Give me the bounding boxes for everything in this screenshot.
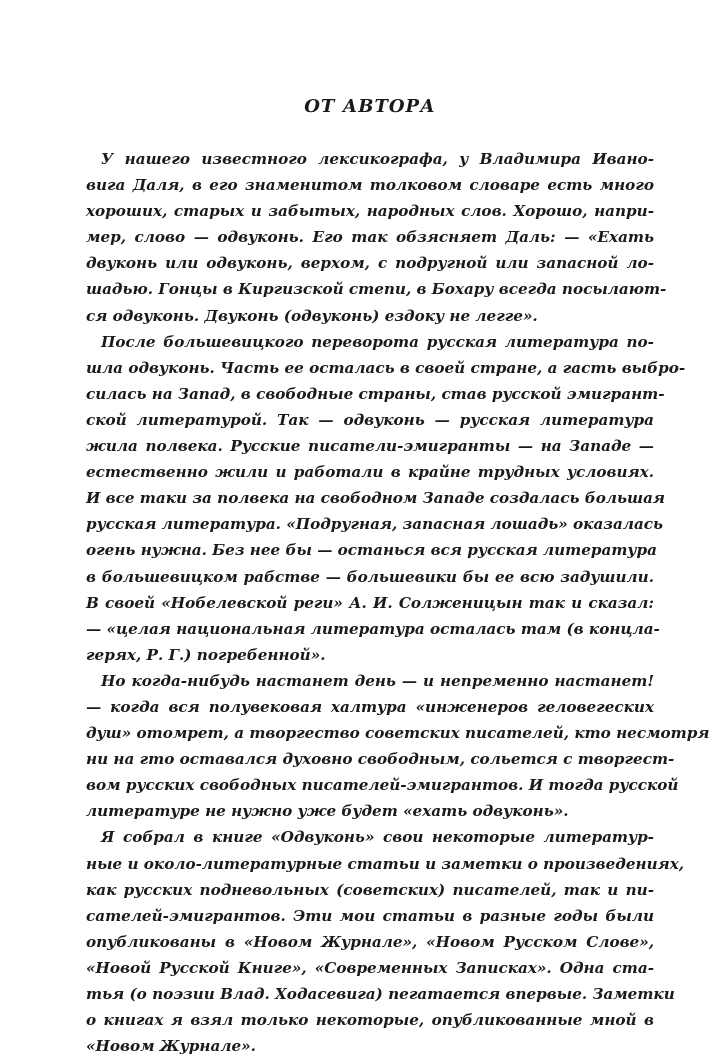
text-line: И все таки за полвека на свободном Западе создалась большая	[86, 489, 666, 508]
text-line: Но когда-нибудь настанет день — и непременно настанет!	[101, 671, 654, 690]
text-line: У нашего известного лексикографа, у Владимира Ивано-	[101, 150, 654, 168]
text-line: Я собрал в книге «Одвуконь» свои некоторые литератур-	[101, 828, 654, 847]
text-line: как русских подневольных (советских) писателей, так и пи-	[86, 880, 654, 899]
text-line: вига Даля, в его знаменитом толковом словаре есть много	[86, 176, 654, 195]
text-line: естественно жили и работали в крайне трудных условиях.	[86, 463, 654, 482]
text-line: душ» отомрет, а творгество советских писателей, кто несмотря	[86, 724, 710, 743]
text-line: двуконь или одвуконь, верхом, с подругной или запасной ло-	[86, 254, 654, 273]
paragraph	[86, 146, 667, 329]
text-line: русская литература. «Подругная, запасная лошадь» оказалась	[86, 515, 664, 534]
page-title: ОТ АВТОРА	[304, 96, 436, 117]
text-line: ся одвуконь. Двуконь (одвуконь) ездоку не легге».	[86, 306, 538, 325]
text-line: шадью. Гонцы в Киргизской степи, в Бохару всегда посылают-	[86, 280, 667, 299]
text-line: ской литературой. Так — одвуконь — русская литература	[86, 410, 654, 429]
text-line: в большевицком рабстве — большевики бы ее всю задушили.	[86, 567, 654, 586]
text-line: жила полвека. Русские писатели-эмигранты — на Западе —	[86, 437, 654, 456]
text-line: — «целая национальная литература осталась там (в концла-	[86, 619, 660, 638]
paragraph	[86, 824, 685, 1059]
text-line: ные и около-литературные статьи и заметки о произведениях,	[86, 854, 685, 873]
text-line: ни на гто оставался духовно свободным, сольется с творгест-	[86, 750, 675, 769]
text-line: о книгах я взял только некоторые, опубликованные мной в	[86, 1011, 654, 1030]
text-line: После большевицкого переворота русская литература по-	[101, 332, 654, 351]
page	[86, 96, 710, 1059]
text-line: силась на Запад, в свободные страны, став русской эмигрант-	[86, 384, 665, 403]
text-line: сателей-эмигрантов. Эти мои статьи в разные годы были	[86, 906, 654, 925]
text-line: литературе не нужно уже будет «ехать одвуконь».	[86, 802, 569, 821]
text-line: хороших, старых и забытых, народных слов. Хорошо, напри-	[86, 202, 654, 221]
paragraph	[86, 668, 710, 825]
text-line: опубликованы в «Новом Журнале», «Новом Русском Слове»,	[86, 932, 654, 951]
text-line: В своей «Нобелевской реги» А. И. Солженицын так и сказал:	[86, 593, 654, 612]
text-line: шла одвуконь. Часть ее осталась в своей стране, а гасть выбро-	[86, 358, 686, 377]
text-line: «Новом Журнале».	[86, 1037, 256, 1056]
text-line: мер, слово — одвуконь. Его так обзясняет Даль: — «Ехать	[86, 228, 654, 247]
paragraph	[86, 329, 686, 668]
text-line: вом русских свободных писателей-эмигрантов. И тогда русской	[86, 776, 679, 795]
text-line: «Новой Русской Книге», «Современных Записках». Одна ста-	[86, 958, 654, 977]
text-line: тья (о поэзии Влад. Ходасевига) пегатается впервые. Заметки	[86, 985, 675, 1003]
body-text	[86, 146, 710, 1059]
text-line: герях, Р. Г.) погребенной».	[86, 645, 326, 664]
text-line: — когда вся полувековая халтура «инженеров геловегеских	[86, 697, 654, 716]
text-line: огень нужна. Без нее бы — останься вся русская литература	[86, 541, 657, 560]
